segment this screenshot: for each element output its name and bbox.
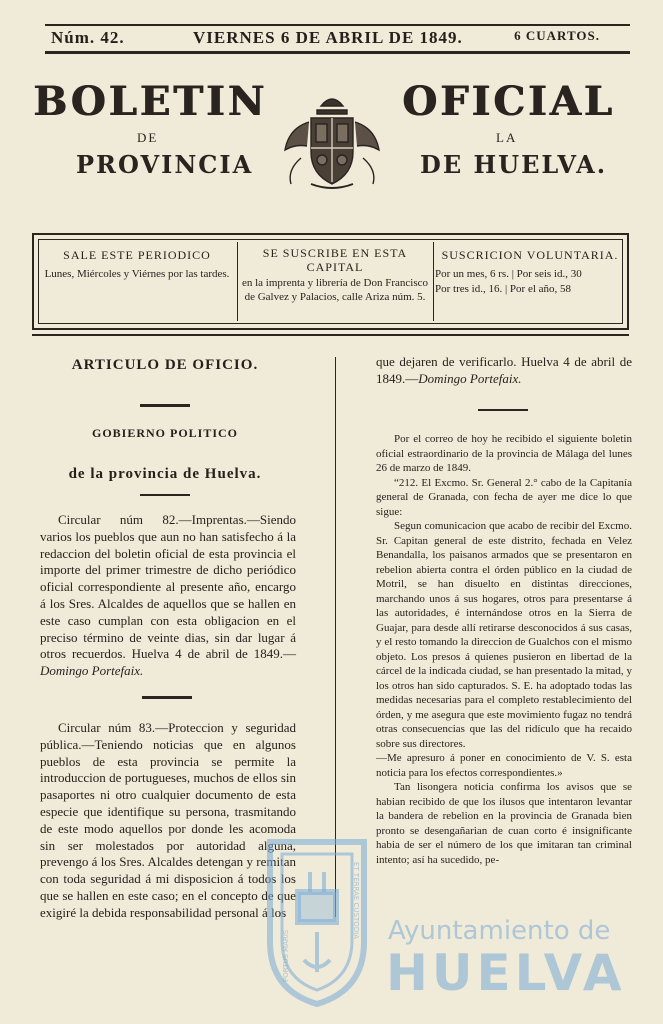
circular-83-text: Circular núm 83.—Proteccion y seguridad pública.—Teniendo noticias que en algunos pueblos de esta provincia se permite la introduccion de portugueses, muchos de ellos sin pasaportes ni otro cualquier documento de esta especie que identifique su persona, trasmitando de este modo aquellos por donde les acomoda sin ser molestados por autoridad alguna, prevengo á los Sres. Alcaldes detengan y remitan con toda seguridad á mi disposicion á todos los que se hallen en este caso; en el concepto de que exigiré la debida responsabilidad personal á los xyxy=(40,720,296,920)
masthead-word-provincia: PROVINCIA xyxy=(76,150,254,179)
info-head-prices: SUSCRICION VOLUNTARIA. xyxy=(441,248,619,262)
info-price-line-1: Por un mes, 6 rs. | Por seis id., 30 xyxy=(435,268,582,280)
ornament-rule-3 xyxy=(142,696,192,699)
info-text-subscribe: en la imprenta y librería de Don Francisco de Galvez y Palacios, calle Ariza núm. 5. xyxy=(241,277,429,303)
ornament-rule-2 xyxy=(140,494,190,496)
ornament-rule xyxy=(140,404,190,407)
info-col-subscribe xyxy=(239,246,431,304)
continuation-signature: Domingo Portefaix. xyxy=(418,370,522,386)
issue-date: VIERNES 6 DE ABRIL DE 1849. xyxy=(193,28,463,47)
info-separator-2 xyxy=(433,242,434,321)
continuation-text: que dejaren de verificarlo. Huelva 4 de abril de 1849.— xyxy=(376,354,632,386)
issue-number: Núm. 42. xyxy=(51,28,125,47)
coat-of-arms-icon xyxy=(281,88,383,194)
masthead-word-de-huelva: DE HUELVA. xyxy=(420,150,608,179)
sub-title-province: de la provincia de Huelva. xyxy=(68,466,262,482)
info-head-periodicity: SALE ESTE PERIODICO xyxy=(63,248,211,262)
watermark-shield-right-text: ET TERRAE CUSTODIA xyxy=(352,862,360,939)
malaga-commentary: Tan lisongera noticia confirma los avisos que se habian recibido de que los ilusos que intentaron levantar la bandera de rebelion en la provincia de Granada bien pronto se desengañarian de cuan corto é insignificante habia de ser el número de los que imitaran tan criminal intento; así ha sucedido, pe- xyxy=(376,781,632,866)
info-price-line-2: Por tres id., 16. | Por el año, 58 xyxy=(435,283,572,295)
masthead-word-boletin: BOLETIN xyxy=(33,78,268,125)
watermark-shield-left-text: PORTUS MARIS xyxy=(282,929,290,982)
info-col-prices xyxy=(435,248,625,297)
circular-82 xyxy=(40,512,296,680)
masthead-word-oficial: OFICIAL xyxy=(402,78,615,125)
box-bottom-rule xyxy=(32,334,629,336)
issue-line xyxy=(45,28,630,50)
malaga-quote-close: —Me apresuro á poner en conocimiento de V. S. esta noticia para los efectos correspondientes.» xyxy=(376,752,632,779)
info-text-periodicity: Lunes, Miércoles y Viérnes por las tardes. xyxy=(44,268,230,280)
issue-price: 6 CUARTOS. xyxy=(514,28,600,43)
subscription-box xyxy=(32,233,629,330)
watermark-line-2: HUELVA xyxy=(386,944,626,1002)
sub-title: GOBIERNO POLITICO xyxy=(91,426,239,440)
masthead-la: LA xyxy=(496,130,518,145)
info-separator-1 xyxy=(237,242,238,321)
top-rule xyxy=(45,24,630,26)
section-title: ARTICULO DE OFICIO. xyxy=(71,357,259,373)
watermark-line-1: Ayuntamiento de xyxy=(388,916,611,946)
continuation xyxy=(376,354,632,388)
malaga-intro: Por el correo de hoy he recibido el siguiente boletin oficial estraordinario de la provincia de Málaga del lunes 26 de marzo de 1849. xyxy=(376,433,632,474)
watermark-shield-icon xyxy=(258,822,376,1010)
top-rule-2 xyxy=(45,51,630,54)
masthead-de: DE xyxy=(137,130,159,145)
info-col-periodicity xyxy=(41,248,233,282)
ornament-rule-4 xyxy=(478,409,528,411)
malaga-quote-body: Segun comunicacion que acabo de recibir del Excmo. Sr. Capitan general de este distrito, fechada en Velez Benandalla, los paisanos armados que se presentaron en rebelion abierta contra el órden público en la ciudad de Motril, se han disuelto en distintas direcciones, marchando unos á sus hogares, otros para presentarse á las autoridades, é internándose otros en la Sierra de Guajar, para desde allí retirarse desconocidos á sus casas, y el resto tomando la direccion de Gualchos con el mismo objeto. Los presos á quienes pusieron en libertad de la cárcel de la indicada ciudad, se han presentado la mitad, y los otros han sido capturados. S. E. ha adoptado todas las medidas necesarias para el completo restablecimiento del órden, y me asegura que este movimiento fugaz no tendrá otras consecuencias que las del ridículo que ha recaido sobre sus directores. xyxy=(376,520,632,750)
info-head-subscribe: SE SUSCRIBE EN ESTA CAPITAL xyxy=(262,246,408,274)
circular-82-signature: Domingo Portefaix. xyxy=(40,663,144,679)
malaga-bulletin xyxy=(376,432,632,867)
circular-82-text: Circular núm 82.—Imprentas.—Siendo varios los pueblos que aun no han satisfecho á la redaccion del boletin oficial de esta provincia el importe del primer trimestre de dicho periódico oficial correspondiente al presente año, encargo á los Sres. Alcaldes de aquellos que se hallen en este caso cumplan con esta obligacion en el preciso término de veinte dias, sin dar lugar á otros recuerdos. Huelva 4 de abril de 1849.— xyxy=(40,512,296,662)
malaga-quote-head: “212. El Excmo. Sr. General 2.° cabo de la Capitanía general de Granada, con fecha de ayer me dice lo que sigue: xyxy=(376,476,632,518)
